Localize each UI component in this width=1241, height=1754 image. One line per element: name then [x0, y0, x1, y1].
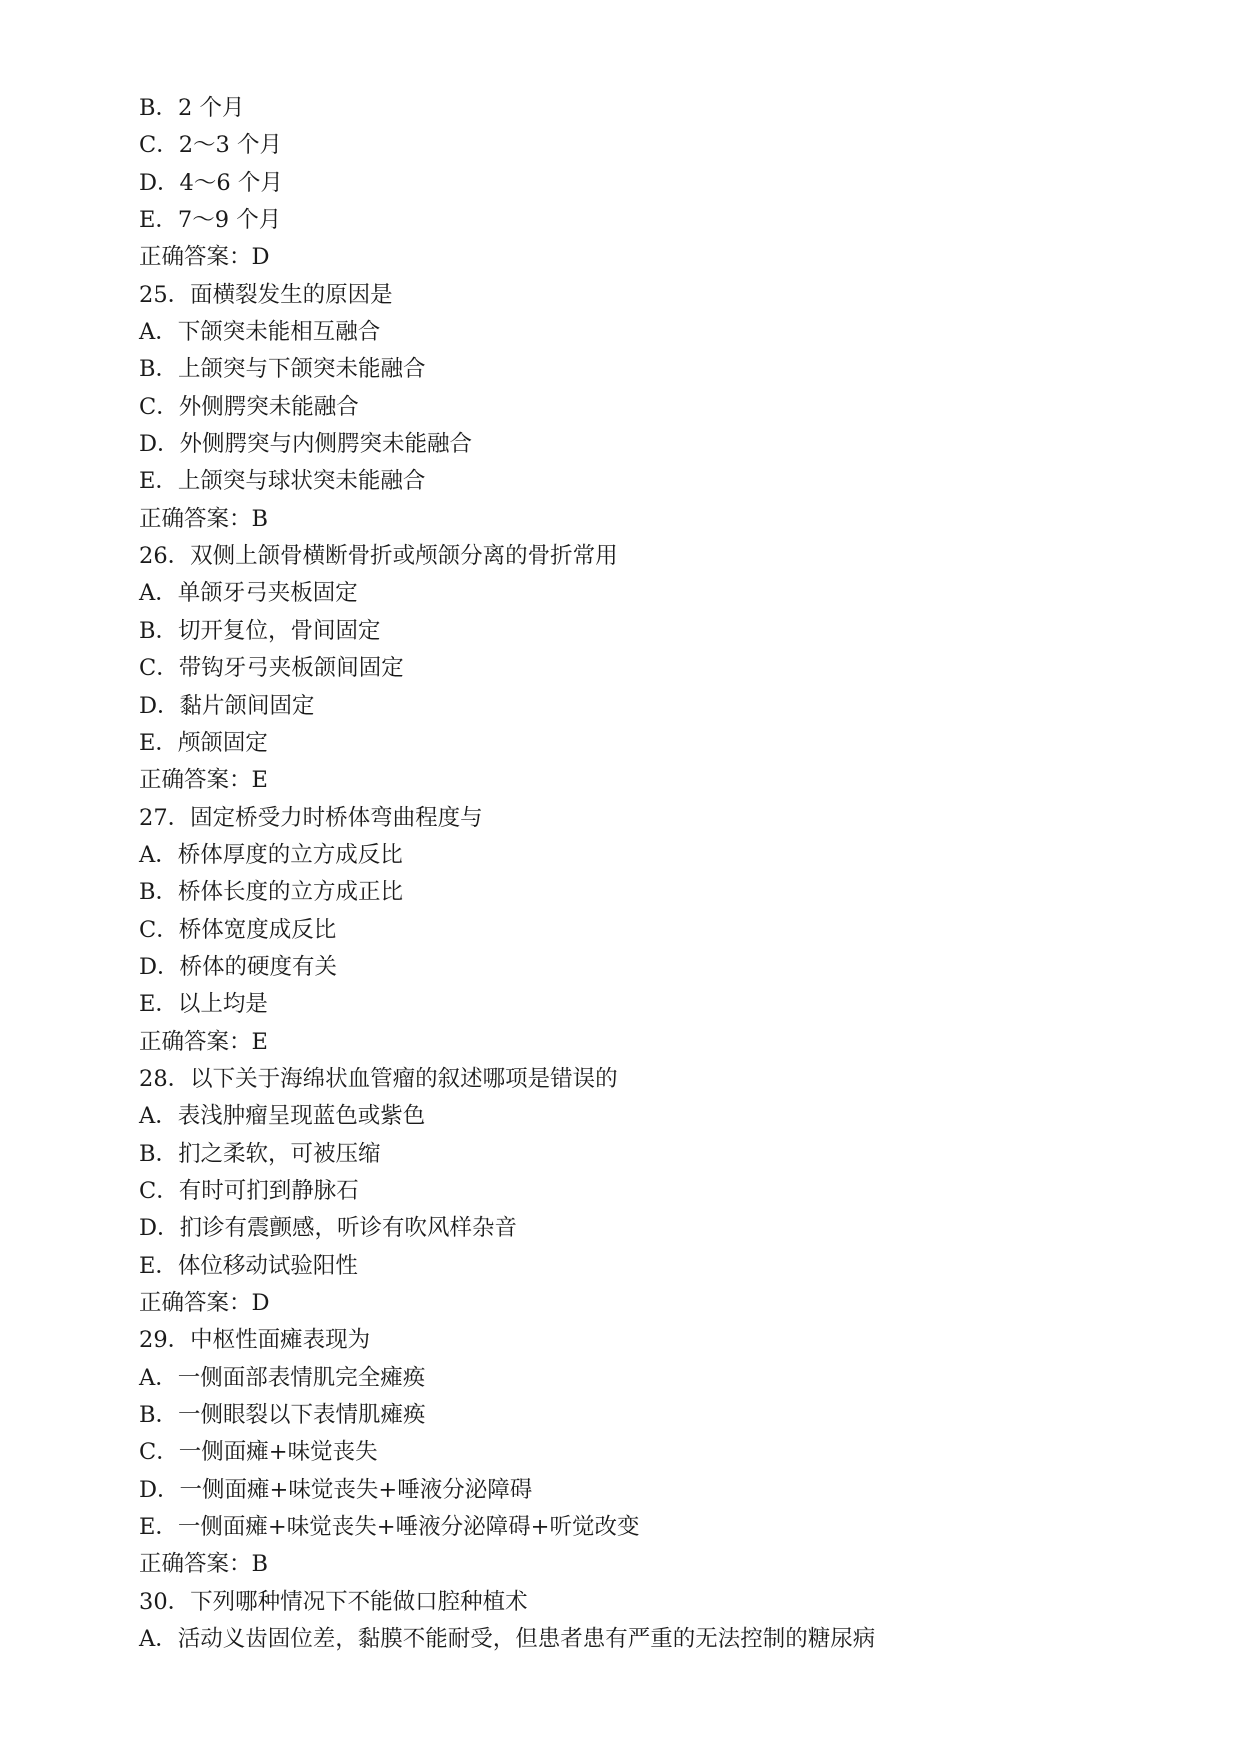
option-e-q25: E．上颌突与球状突未能融合 — [139, 468, 426, 495]
option-e-q29: E．一侧面瘫+味觉丧失+唾液分泌障碍+听觉改变 — [139, 1514, 640, 1541]
question-25: 25．面横裂发生的原因是 — [139, 281, 393, 308]
option-c-q28: C．有时可扪到静脉石 — [139, 1177, 359, 1204]
option-c-q27: C．桥体宽度成反比 — [139, 916, 337, 943]
option-a-q30: A．活动义齿固位差，黏膜不能耐受，但患者患有严重的无法控制的糖尿病 — [139, 1626, 876, 1653]
option-e-q28: E．体位移动试验阳性 — [139, 1252, 358, 1279]
option-a-q27: A．桥体厚度的立方成反比 — [139, 841, 403, 868]
answer-q28: 正确答案：D — [139, 1290, 270, 1316]
option-d-q29: D．一侧面瘫+味觉丧失+唾液分泌障碍 — [139, 1476, 533, 1503]
option-b-q25: B．上颌突与下颌突未能融合 — [139, 356, 426, 383]
answer-q26: 正确答案：E — [139, 767, 268, 794]
question-30: 30．下列哪种情况下不能做口腔种植术 — [139, 1588, 528, 1615]
question-27: 27．固定桥受力时桥体弯曲程度与 — [139, 804, 483, 831]
option-a-q28: A．表浅肿瘤呈现蓝色或紫色 — [139, 1103, 426, 1130]
option-b-q26: B．切开复位，骨间固定 — [139, 617, 381, 644]
option-d-q26: D．黏片颌间固定 — [139, 692, 315, 719]
answer-q27: 正确答案：E — [139, 1028, 268, 1055]
option-e-q27: E．以上均是 — [139, 991, 268, 1018]
option-e-q26: E．颅颌固定 — [139, 729, 268, 756]
option-e-q24: E．7～9 个月 — [139, 207, 282, 234]
answer-q29: 正确答案：B — [139, 1551, 269, 1578]
answer-q25: 正确答案：B — [139, 505, 269, 532]
option-d-q25: D．外侧腭突与内侧腭突未能融合 — [139, 431, 473, 458]
option-d-q28: D．扪诊有震颤感，听诊有吹风样杂音 — [139, 1215, 518, 1242]
option-b-q27: B．桥体长度的立方成正比 — [139, 879, 404, 906]
question-28: 28．以下关于海绵状血管瘤的叙述哪项是错误的 — [139, 1065, 618, 1092]
answer-q24: 正确答案：D — [139, 244, 270, 271]
option-c-q24: C．2～3 个月 — [139, 132, 282, 159]
option-b-q29: B．一侧眼裂以下表情肌瘫痪 — [139, 1402, 426, 1429]
option-b-q24: B．2 个月 — [139, 95, 245, 121]
question-26: 26．双侧上颌骨横断骨折或颅颌分离的骨折常用 — [139, 543, 618, 570]
option-a-q29: A．一侧面部表情肌完全瘫痪 — [139, 1364, 426, 1391]
option-d-q27: D．桥体的硬度有关 — [139, 953, 338, 980]
question-29: 29．中枢性面瘫表现为 — [139, 1327, 371, 1354]
option-b-q28: B．扪之柔软，可被压缩 — [139, 1140, 381, 1167]
option-c-q25: C．外侧腭突未能融合 — [139, 393, 359, 420]
document-page — [139, 90, 1139, 1658]
option-d-q24: D．4～6 个月 — [139, 169, 283, 196]
option-a-q25: A．下颌突未能相互融合 — [139, 319, 381, 346]
option-c-q26: C．带钩牙弓夹板颌间固定 — [139, 655, 404, 682]
option-c-q29: C．一侧面瘫+味觉丧失 — [139, 1439, 378, 1466]
option-a-q26: A．单颌牙弓夹板固定 — [139, 580, 358, 607]
